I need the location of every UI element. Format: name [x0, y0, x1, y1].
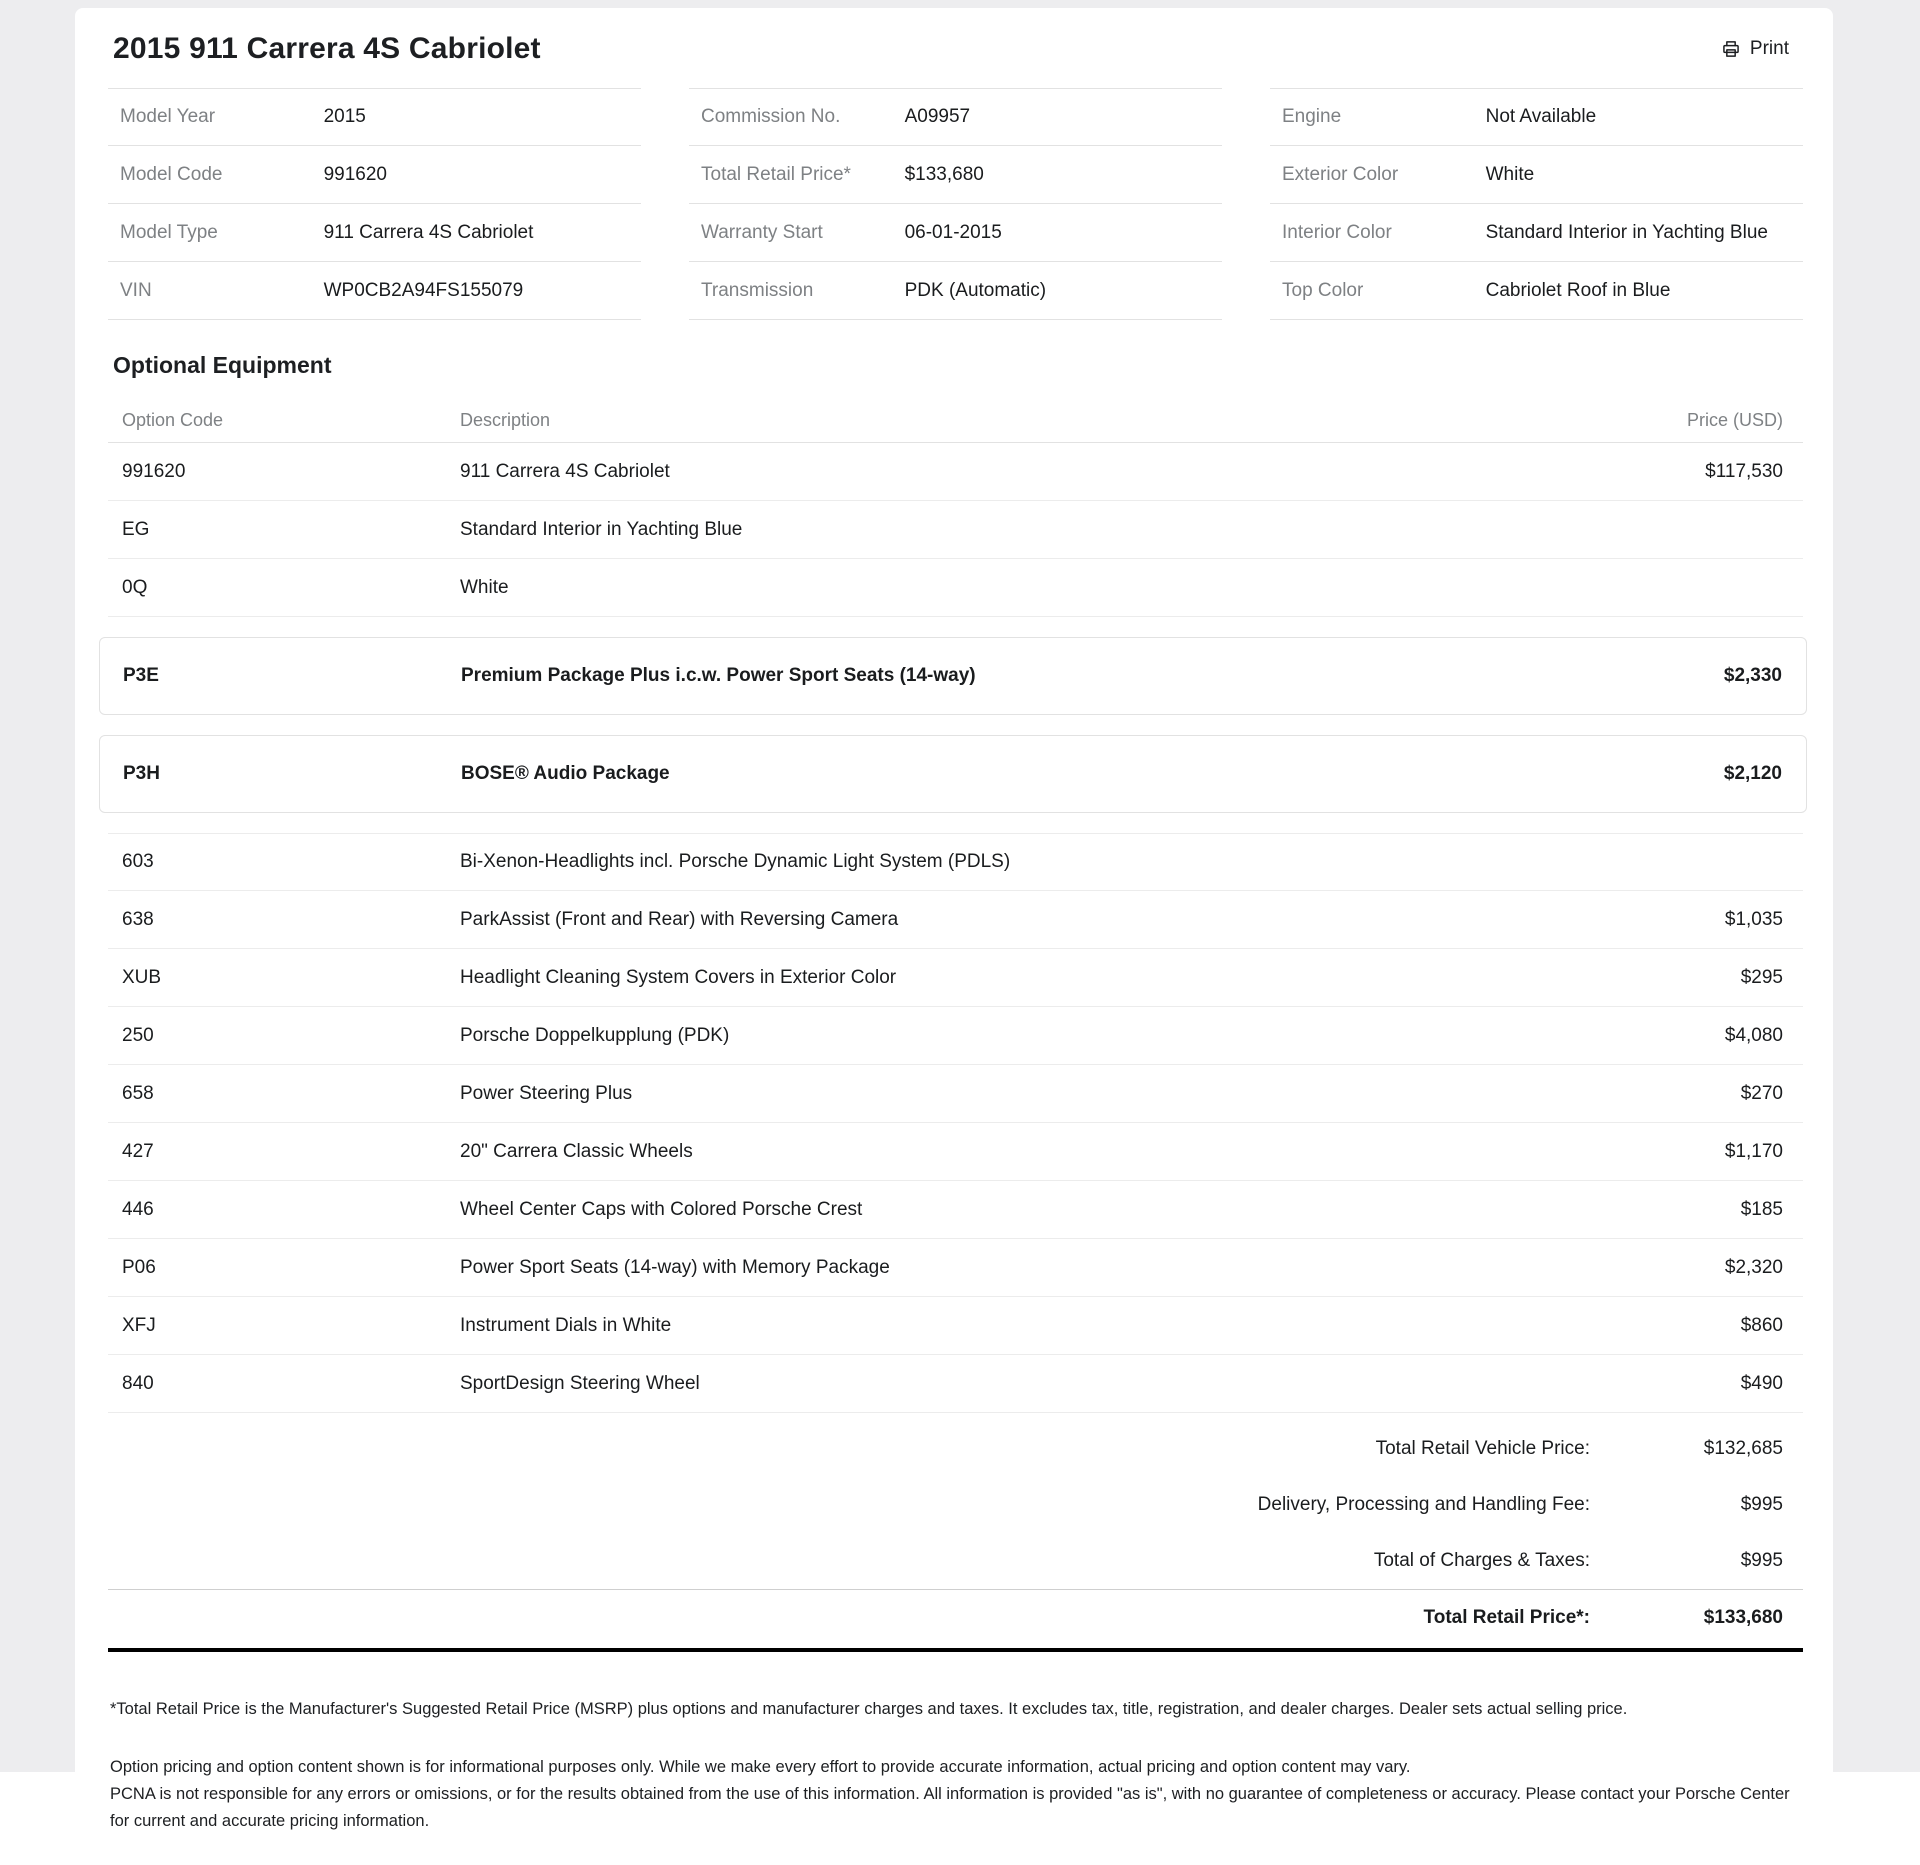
info-label: Transmission: [701, 279, 814, 301]
option-description: Porsche Doppelkupplung (PDK): [460, 1024, 730, 1046]
option-description: Wheel Center Caps with Colored Porsche Crest: [460, 1198, 863, 1220]
info-label: Warranty Start: [701, 221, 823, 243]
option-description: Premium Package Plus i.c.w. Power Sport Seats (14-way): [461, 665, 976, 686]
grand-total-value: $133,680: [1703, 1607, 1783, 1628]
option-code: 446: [122, 1198, 154, 1220]
equipment-package-box-P3H: [99, 735, 1807, 813]
option-price: $860: [1740, 1314, 1783, 1336]
option-code: 840: [122, 1372, 154, 1394]
option-code: 658: [122, 1082, 154, 1104]
option-code: P3E: [123, 665, 159, 686]
equipment-row-638: [108, 891, 1803, 949]
option-description: White: [460, 576, 509, 598]
option-price: $1,170: [1724, 1140, 1783, 1162]
card-header: [108, 8, 1803, 88]
info-value: Standard Interior in Yachting Blue: [1485, 221, 1768, 243]
totals-label: Total Retail Vehicle Price:: [1375, 1438, 1590, 1459]
info-value: WP0CB2A94FS155079: [323, 279, 524, 301]
info-label: Total Retail Price*: [701, 163, 851, 185]
info-label: Interior Color: [1282, 221, 1392, 243]
option-description: 911 Carrera 4S Cabriolet: [460, 460, 670, 482]
column-header-price: Price (USD): [1686, 409, 1783, 430]
option-price: $185: [1740, 1198, 1783, 1220]
footnote-disclaimer-group: [110, 1754, 1803, 1835]
totals-label: Total of Charges & Taxes:: [1373, 1550, 1590, 1571]
option-price: $117,530: [1705, 460, 1783, 482]
option-price: $295: [1740, 966, 1783, 988]
info-value: 2015: [323, 106, 366, 127]
page-title: 2015 911 Carrera 4S Cabriolet: [113, 32, 541, 65]
info-row-exterior-color: [1270, 146, 1803, 204]
info-row-model-year: [108, 88, 641, 146]
info-label: Model Type: [120, 221, 218, 243]
totals-row-2: [108, 1533, 1803, 1589]
option-description: SportDesign Steering Wheel: [460, 1372, 700, 1394]
option-code: 603: [122, 851, 154, 872]
info-row-model-code: [108, 146, 641, 204]
equipment-row-P3H: [109, 736, 1802, 812]
option-price: $490: [1740, 1372, 1783, 1394]
equipment-row-XFJ: [108, 1297, 1803, 1355]
equipment-row-991620: [108, 443, 1803, 501]
equipment-row-XUB: [108, 949, 1803, 1007]
option-code: P06: [122, 1256, 156, 1278]
grand-total-divider: [108, 1648, 1803, 1652]
footnote-pcna: PCNA is not responsible for any errors or omissions, or for the results obtained from the use of this information. All information is provided "as is", with no guarantee of completeness or accuracy. Please contact your Porsche Center for current and accurate pricing information.: [110, 1785, 1790, 1830]
info-label: Model Code: [120, 163, 223, 185]
info-row-warranty-start: [689, 204, 1222, 262]
table-body: [108, 443, 1803, 1413]
optional-equipment-heading: Optional Equipment: [113, 352, 332, 378]
table-header-row: [108, 398, 1803, 443]
info-label: VIN: [120, 279, 152, 301]
totals-row-0: [108, 1421, 1803, 1477]
option-code: 0Q: [122, 576, 148, 598]
info-value: A09957: [904, 106, 971, 127]
vehicle-info-column: [108, 88, 641, 320]
totals-section: [108, 1421, 1803, 1589]
equipment-row-840: [108, 1355, 1803, 1413]
grand-total-label: Total Retail Price*:: [1423, 1607, 1590, 1628]
info-label: Model Year: [120, 106, 216, 127]
equipment-row-446: [108, 1181, 1803, 1239]
info-value: 911 Carrera 4S Cabriolet: [323, 221, 534, 243]
option-description: Instrument Dials in White: [460, 1314, 672, 1336]
info-label: Commission No.: [701, 106, 841, 127]
totals-row-1: [108, 1477, 1803, 1533]
info-value: White: [1485, 163, 1535, 185]
equipment-package-box-P3E: [99, 637, 1807, 715]
info-value: Not Available: [1485, 106, 1597, 127]
info-value: 991620: [323, 163, 387, 185]
equipment-row-P3E: [109, 638, 1802, 714]
print-label: Print: [1749, 38, 1789, 59]
totals-label: Delivery, Processing and Handling Fee:: [1257, 1494, 1590, 1515]
column-header-description: Description: [460, 409, 551, 430]
totals-value: $995: [1740, 1550, 1783, 1571]
info-row-interior-color: [1270, 204, 1803, 262]
option-description: 20" Carrera Classic Wheels: [460, 1140, 693, 1162]
option-price: $270: [1740, 1082, 1783, 1104]
info-value: $133,680: [904, 163, 984, 185]
option-code: EG: [122, 518, 150, 540]
vehicle-info-column: [689, 88, 1222, 320]
column-header-option-code: Option Code: [122, 409, 224, 430]
info-row-total-retail-price: [689, 146, 1222, 204]
footnote-msrp: *Total Retail Price is the Manufacturer's Suggested Retail Price (MSRP) plus options and manufacturer charges and taxes. It excludes tax, title, registration, and dealer charges. Dealer sets actual selling price.: [110, 1700, 1628, 1718]
option-description: Power Sport Seats (14-way) with Memory Package: [460, 1256, 890, 1278]
option-description: BOSE® Audio Package: [461, 763, 670, 784]
option-code: 250: [122, 1024, 154, 1046]
footnote-option-pricing: Option pricing and option content shown is for informational purposes only. While we make every effort to provide accurate information, actual pricing and option content may vary.: [110, 1758, 1411, 1776]
vehicle-detail-card: [75, 8, 1833, 1865]
optional-equipment-table: [108, 398, 1803, 1413]
option-code: XFJ: [122, 1314, 156, 1336]
info-label: Exterior Color: [1282, 163, 1399, 185]
info-value: 06-01-2015: [904, 221, 1002, 243]
option-description: Bi-Xenon-Headlights incl. Porsche Dynamic Light System (PDLS): [460, 851, 1011, 872]
option-price: $1,035: [1724, 908, 1783, 930]
info-row-vin: [108, 262, 641, 320]
info-value: PDK (Automatic): [904, 279, 1047, 301]
equipment-row-0Q: [108, 559, 1803, 617]
equipment-row-P06: [108, 1239, 1803, 1297]
option-code: 427: [122, 1140, 154, 1162]
totals-value: $995: [1740, 1494, 1783, 1515]
info-row-engine: [1270, 88, 1803, 146]
option-price: $2,330: [1723, 665, 1782, 686]
option-description: Headlight Cleaning System Covers in Exterior Color: [460, 966, 897, 988]
grand-total-row: [108, 1590, 1803, 1646]
option-price: $2,120: [1723, 763, 1782, 784]
equipment-row-427: [108, 1123, 1803, 1181]
option-price: $2,320: [1724, 1256, 1783, 1278]
print-button[interactable]: [1717, 36, 1793, 62]
option-code: XUB: [122, 966, 162, 988]
equipment-row-EG: [108, 501, 1803, 559]
printer-icon: [1721, 39, 1741, 59]
option-code: P3H: [123, 763, 160, 784]
vehicle-info-grid: [108, 88, 1803, 320]
option-code: 638: [122, 908, 154, 930]
info-row-top-color: [1270, 262, 1803, 320]
vehicle-info-column: [1270, 88, 1803, 320]
option-description: ParkAssist (Front and Rear) with Reversing Camera: [460, 908, 899, 930]
equipment-row-658: [108, 1065, 1803, 1123]
equipment-row-603: [108, 833, 1803, 891]
info-label: Engine: [1282, 106, 1342, 127]
option-price: $4,080: [1724, 1024, 1783, 1046]
totals-value: $132,685: [1703, 1438, 1783, 1459]
info-value: Cabriolet Roof in Blue: [1485, 279, 1671, 301]
info-label: Top Color: [1282, 279, 1364, 301]
option-description: Power Steering Plus: [460, 1082, 633, 1104]
info-row-commission-no: [689, 88, 1222, 146]
info-row-transmission: [689, 262, 1222, 320]
option-code: 991620: [122, 460, 186, 482]
option-description: Standard Interior in Yachting Blue: [460, 518, 743, 540]
equipment-row-250: [108, 1007, 1803, 1065]
info-row-model-type: [108, 204, 641, 262]
